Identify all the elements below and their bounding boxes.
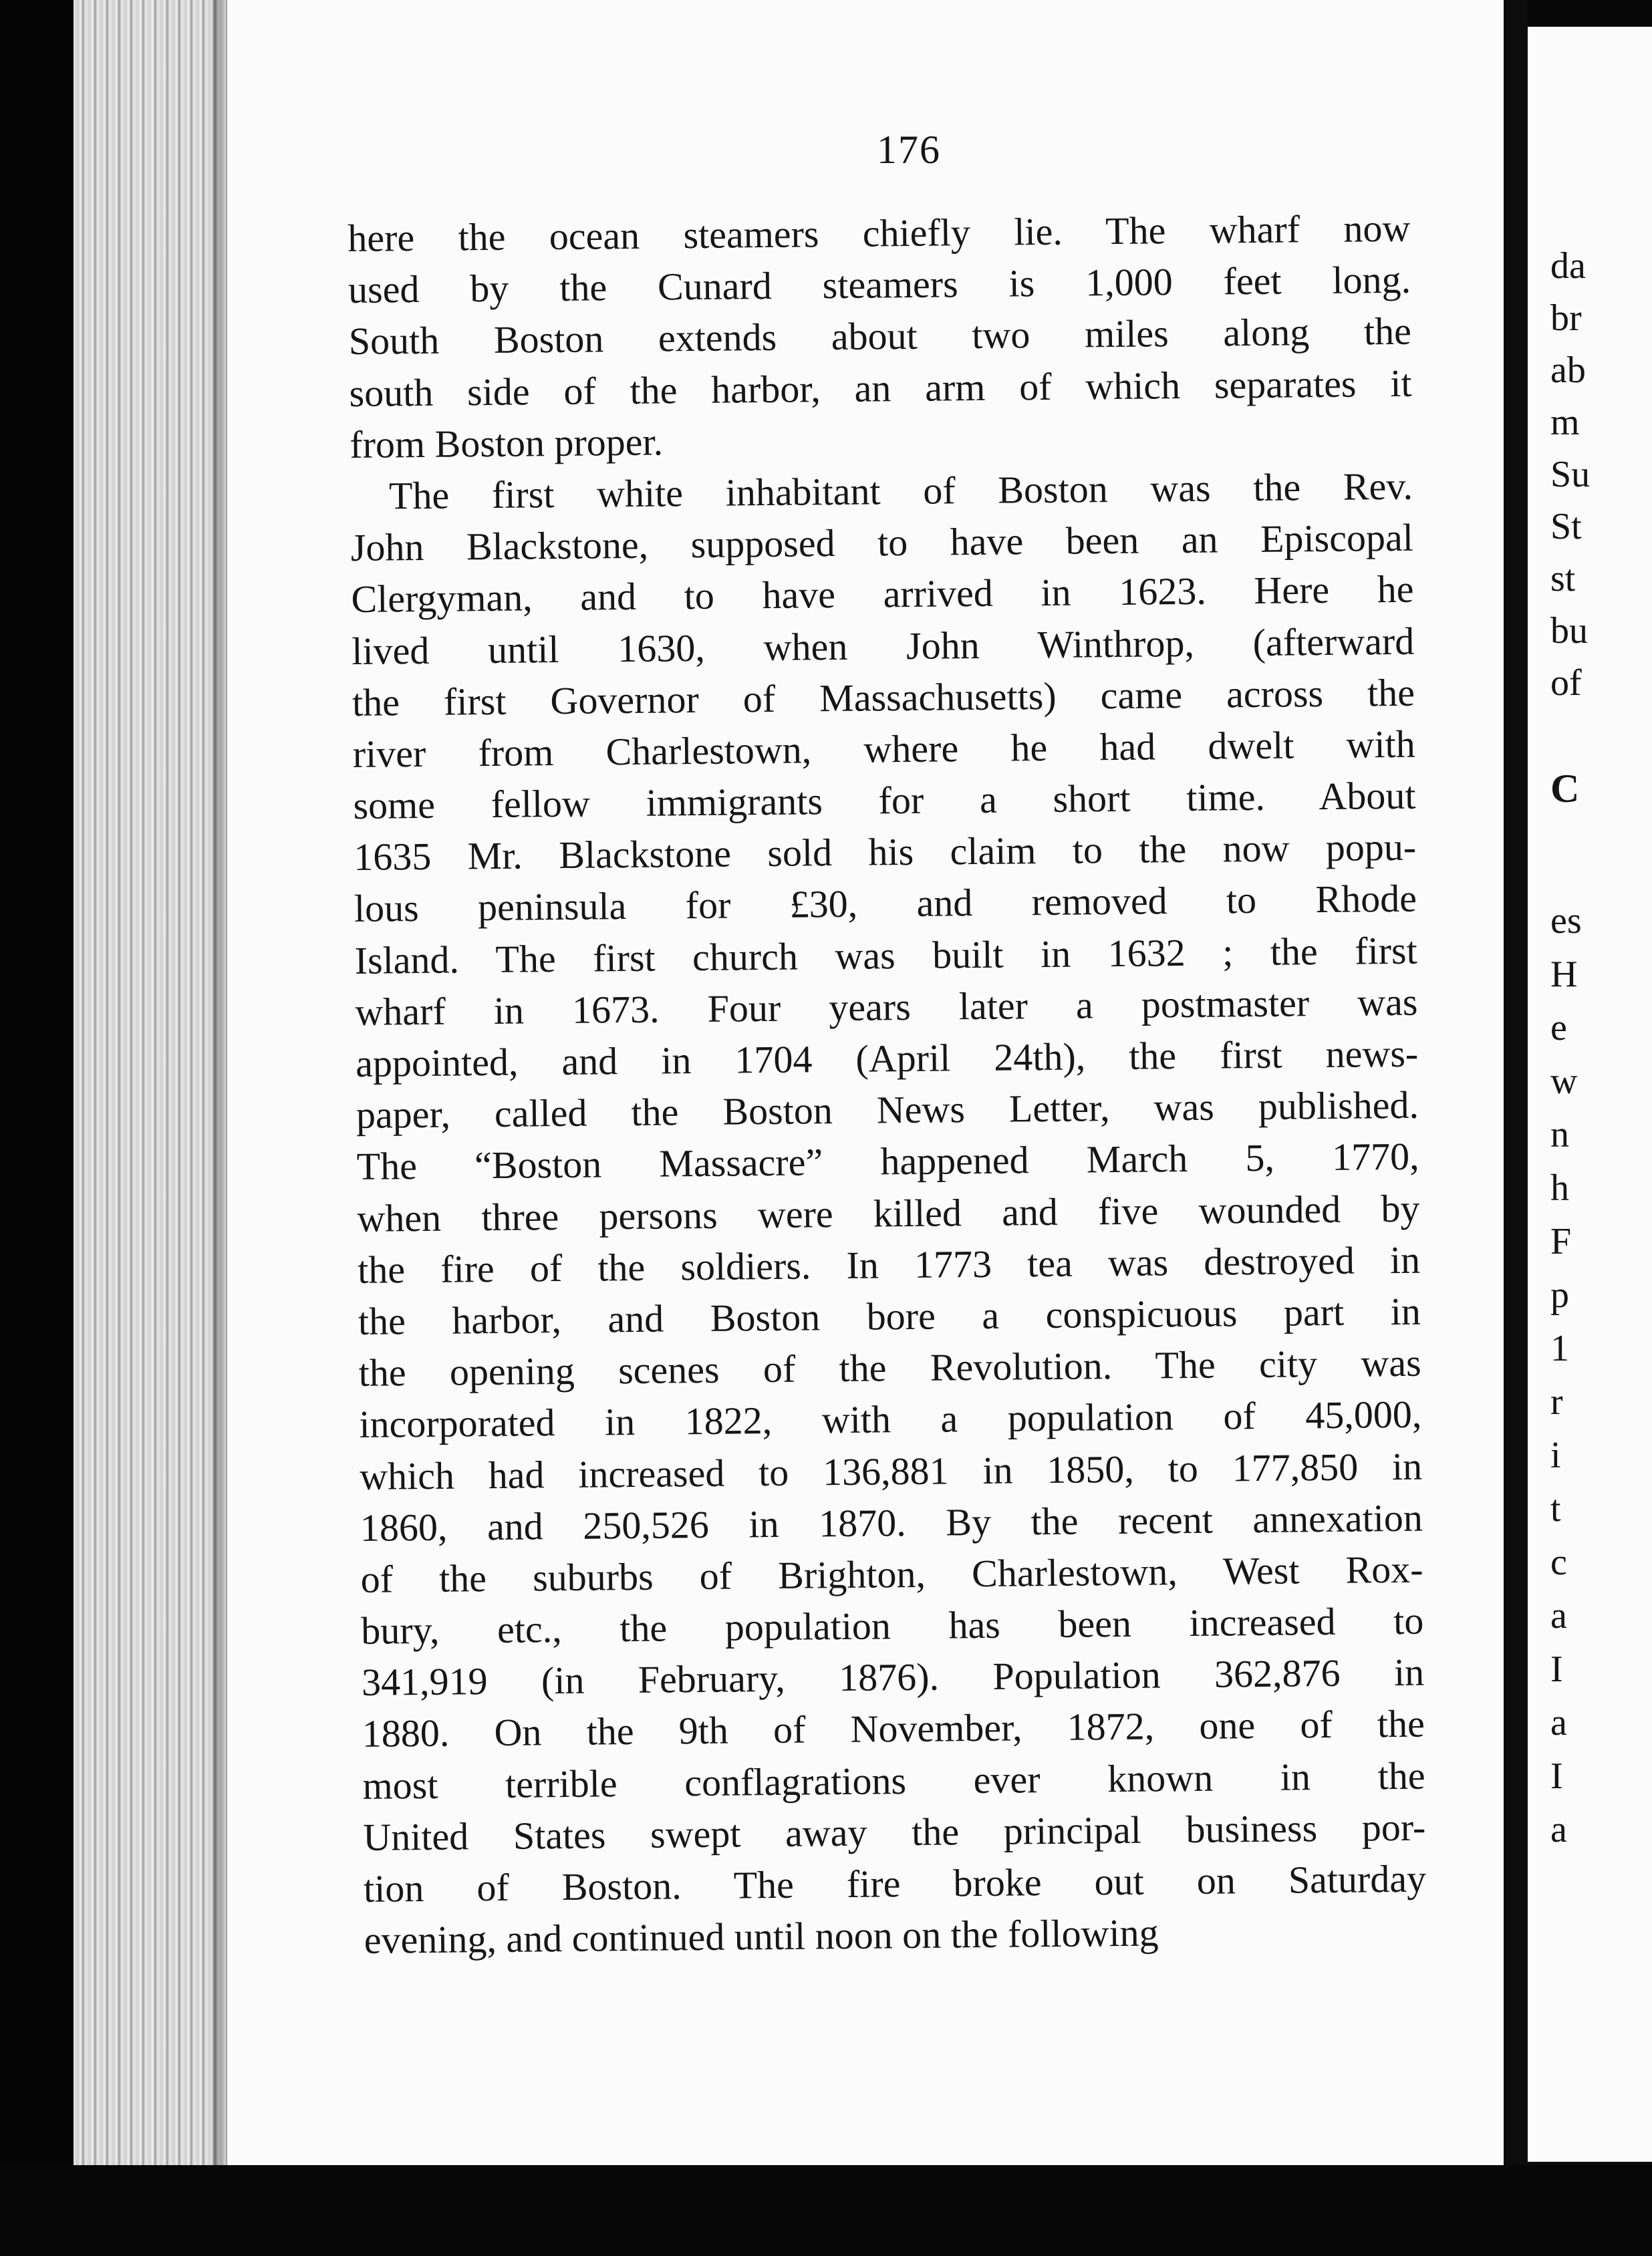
text-line: some fellow immigrants for a short time. About <box>353 773 1416 828</box>
text-line: South Boston extends about two miles along the <box>348 309 1412 364</box>
next-page-text-fragment: r <box>1550 1381 1563 1423</box>
text-line: 1880. On the 9th of November, 1872, one of the <box>362 1702 1425 1756</box>
page-body-text <box>348 202 1427 1967</box>
book-page <box>227 0 1510 2177</box>
text-line: tion of Boston. The fire broke out on Saturday <box>363 1856 1427 1911</box>
next-page-text-fragment: st <box>1550 558 1576 599</box>
next-page-text-fragment: St <box>1550 506 1582 547</box>
text-line: John Blackstone, supposed to have been an Episcopal <box>350 515 1414 570</box>
next-page-text-fragment: es <box>1550 900 1582 942</box>
text-line: The “Boston Massacre” happened March 5, 1770, <box>356 1135 1419 1189</box>
text-line: bury, etc., the population has been increased to <box>361 1598 1424 1653</box>
text-line: United States swept away the principal business por- <box>363 1805 1426 1859</box>
text-line: The first white inhabitant of Boston was the Rev. <box>388 464 1413 518</box>
scanner-margin-bottom <box>0 2165 1652 2256</box>
next-page-text-fragment: of <box>1550 662 1582 704</box>
text-line: 1860, and 250,526 in 1870. By the recent annexation <box>360 1496 1423 1550</box>
text-line: south side of the harbor, an arm of which separates it <box>349 361 1412 415</box>
text-line: Island. The first church was built in 1632 ; the first <box>354 928 1417 982</box>
book-gutter <box>1504 0 1528 2256</box>
text-line: Clergyman, and to have arrived in 1623. Here he <box>351 567 1414 621</box>
text-line: 341,919 (in February, 1876). Population 362,876 in <box>361 1650 1425 1705</box>
next-page-text-fragment: e <box>1550 1007 1567 1048</box>
text-line: paper, called the Boston News Letter, was published. <box>356 1083 1419 1137</box>
text-line: the first Governor of Massachusetts) came across the <box>352 670 1415 724</box>
text-line: which had increased to 136,881 in 1850, to 177,850 in <box>359 1444 1423 1498</box>
text-line: here the ocean steamers chiefly lie. The wharf now <box>348 206 1411 260</box>
next-page-text-fragment: I <box>1550 1755 1563 1797</box>
text-line: most terrible conflagrations ever known in the <box>362 1753 1425 1808</box>
next-page-fragment <box>1528 27 1652 2162</box>
text-line: lived until 1630, when John Winthrop, (afterward <box>351 619 1415 673</box>
next-page-text-fragment: ab <box>1550 349 1586 391</box>
text-line: of the suburbs of Brighton, Charlestown, West Rox- <box>360 1547 1423 1601</box>
text-line: river from Charlestown, where he had dwelt with <box>352 722 1416 776</box>
next-page-text-fragment: a <box>1550 1595 1567 1637</box>
text-line: used by the Cunard steamers is 1,000 feet long. <box>348 257 1411 312</box>
next-page-text-fragment: a <box>1550 1809 1567 1850</box>
next-page-text-fragment: da <box>1550 245 1586 287</box>
text-line: appointed, and in 1704 (April 24th), the first news- <box>355 1031 1419 1085</box>
next-page-text-fragment: i <box>1550 1435 1561 1476</box>
next-page-text-fragment: bu <box>1550 610 1588 652</box>
next-page-text-fragment: h <box>1550 1167 1569 1209</box>
text-line: wharf in 1673. Four years later a postmaster was <box>355 980 1418 1034</box>
next-page-text-fragment: br <box>1550 297 1582 339</box>
next-page-text-fragment: p <box>1550 1274 1569 1316</box>
text-line: the fire of the soldiers. In 1773 tea was destroyed in <box>357 1238 1421 1292</box>
text-line: incorporated in 1822, with a population of 45,000, <box>359 1392 1422 1447</box>
scanner-margin-top <box>1528 0 1652 27</box>
page-number: 176 <box>877 128 941 172</box>
next-page-text-fragment: I <box>1550 1649 1563 1690</box>
next-page-text-fragment: a <box>1550 1702 1567 1743</box>
text-line: when three persons were killed and five wounded by <box>357 1186 1420 1240</box>
next-page-text-fragment: 1 <box>1550 1328 1569 1369</box>
next-page-text-fragment: w <box>1550 1061 1578 1102</box>
text-line: from Boston proper. <box>350 420 664 466</box>
book-page-edges <box>74 0 230 2172</box>
next-page-heading-fragment: C <box>1550 766 1580 811</box>
text-line: evening, and continued until noon on the following <box>364 1911 1159 1963</box>
text-line: 1635 Mr. Blackstone sold his claim to the now popu- <box>353 825 1417 879</box>
text-line: the opening scenes of the Revolution. The city was <box>358 1341 1421 1395</box>
next-page-text-fragment: F <box>1550 1221 1572 1262</box>
text-line: the harbor, and Boston bore a conspicuous part in <box>358 1289 1421 1343</box>
next-page-text-fragment: n <box>1550 1114 1569 1155</box>
next-page-text-fragment: t <box>1550 1488 1561 1530</box>
next-page-text-fragment: Su <box>1550 454 1591 495</box>
next-page-text-fragment: H <box>1550 954 1578 995</box>
next-page-text-fragment: c <box>1550 1542 1567 1583</box>
next-page-text-fragment: m <box>1550 402 1580 443</box>
text-line: lous peninsula for £30, and removed to Rhode <box>354 877 1417 931</box>
